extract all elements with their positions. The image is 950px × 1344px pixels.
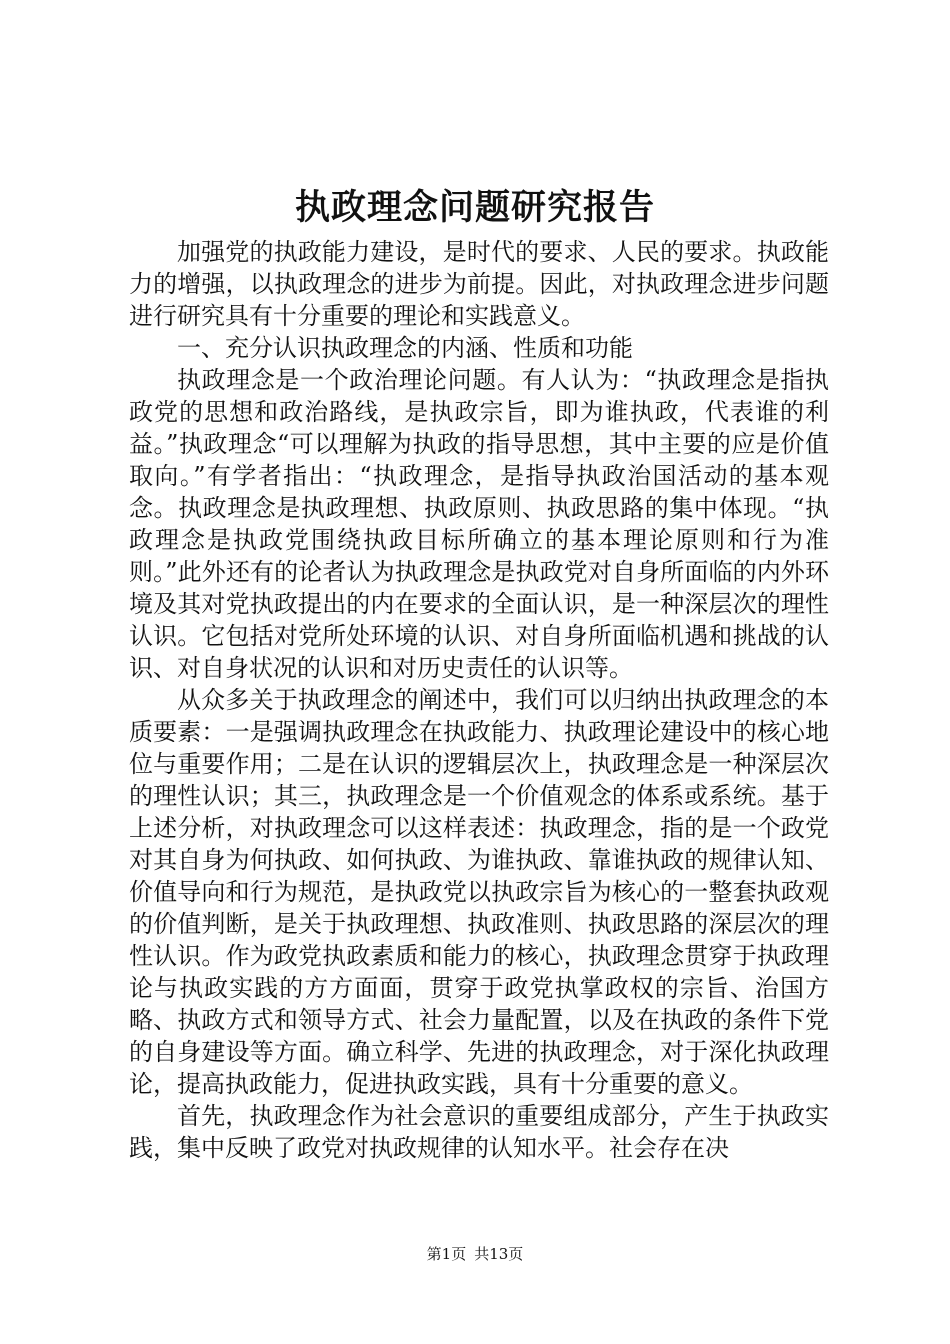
page-footer <box>0 1242 950 1266</box>
page-total: 共13页 <box>474 1245 524 1263</box>
paragraph-first: 首先，执政理念作为社会意识的重要组成部分，产生于执政实践，集中反映了政党对执政规律的认知水平。社会存在决 <box>129 1102 829 1162</box>
document-title: 执政理念问题研究报告 <box>294 187 655 228</box>
paragraph-elements: 从众多关于执政理念的阐述中，我们可以归纳出执政理念的本质要素：一是强调执政理念在执政能力、执政理论建设中的核心地位与重要作用；二是在认识的逻辑层次上，执政理念是一种深层次的理性认识；其三，执政理念是一个价值观念的体系或系统。基于上述分析，对执政理念可以这样表述：执政理念，指的是一个政党对其自身为何执政、如何执政、为谁执政、靠谁执政的规律认知、价值导向和行为规范，是执政党以执政宗旨为核心的一整套执政观的价值判断，是关于执政理想、执政准则、执政思路的深层次的理性认识。作为政党执政素质和能力的核心，执政理念贯穿于执政理论与执政实践的方方面面，贯穿于政党执掌政权的宗旨、治国方略、执政方式和领导方式、社会力量配置，以及在执政的条件下党的自身建设等方面。确立科学、先进的执政理念，对于深化执政理论，提高执政能力，促进执政实践，具有十分重要的意义。 <box>129 686 829 1098</box>
page-number: 第1页 <box>426 1245 467 1263</box>
section-heading: 一、充分认识执政理念的内涵、性质和功能 <box>177 334 633 362</box>
paragraph-definition: 执政理念是一个政治理论问题。有人认为：“执政理念是指执政党的思想和政治路线，是执政宗旨，即为谁执政，代表谁的利益。”执政理念“可以理解为执政的指导思想，其中主要的应是价值取向。”有学者指出：“执政理念，是指导执政治国活动的基本观念。执政理念是执政理想、执政原则、执政思路的集中体现。“执政理念是执政党围绕执政目标所确立的基本理论原则和行为准则。”此外还有的论者认为执政理念是执政党对自身所面临的内外环境及其对党执政提出的内在要求的全面认识，是一种深层次的理性认识。它包括对党所处环境的认识、对自身所面临机遇和挑战的认识、对自身状况的认识和对历史责任的认识等。 <box>129 366 829 682</box>
paragraph-intro: 加强党的执政能力建设，是时代的要求、人民的要求。执政能力的增强，以执政理念的进步为前提。因此，对执政理念进步问题进行研究具有十分重要的理论和实践意义。 <box>129 238 829 330</box>
document-body <box>129 236 829 1164</box>
